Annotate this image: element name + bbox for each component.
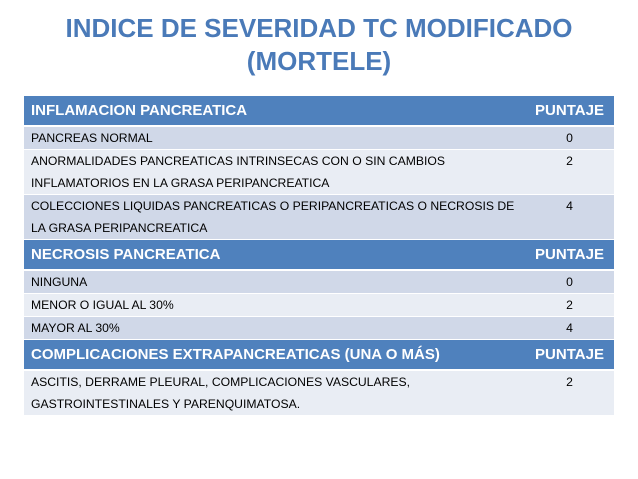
title-line-2: (MORTELE) [246,46,392,76]
table-row [24,270,614,294]
criterion-text: ASCITIS, DERRAME PLEURAL, COMPLICACIONES VASCULARES, GASTROINTESTINALES Y PARENQUIMATOSA. [24,370,525,416]
points-header: PUNTAJE [525,340,614,371]
criterion-text: ANORMALIDADES PANCREATICAS INTRINSECAS CON O SIN CAMBIOS INFLAMATORIOS EN LA GRASA PERIPANCREATICA [24,150,525,195]
table-row [24,195,614,240]
criterion-text: NINGUNA [24,270,525,294]
criterion-text: PANCREAS NORMAL [24,126,525,150]
points-value: 0 [525,126,614,150]
table-row [24,317,614,340]
table-row [24,126,614,150]
points-value: 0 [525,270,614,294]
section-title: INFLAMACION PANCREATICA [24,96,525,126]
title-line-1: INDICE DE SEVERIDAD TC MODIFICADO [65,13,573,43]
criterion-text: MAYOR AL 30% [24,317,525,340]
criterion-text: MENOR O IGUAL AL 30% [24,294,525,317]
criterion-text: COLECCIONES LIQUIDAS PANCREATICAS O PERIPANCREATICAS O NECROSIS DE LA GRASA PERIPANCREATICA [24,195,525,240]
points-value: 2 [525,150,614,195]
table-row [24,294,614,317]
points-header: PUNTAJE [525,240,614,271]
table-row [24,370,614,416]
points-header: PUNTAJE [525,96,614,126]
severity-index-table [24,96,614,416]
slide-title [0,12,638,78]
section-header-inflammation [24,96,614,126]
points-value: 2 [525,370,614,416]
section-header-necrosis [24,240,614,271]
section-title: COMPLICACIONES EXTRAPANCREATICAS (UNA O MÁS) [24,340,525,371]
points-value: 4 [525,317,614,340]
points-value: 4 [525,195,614,240]
points-value: 2 [525,294,614,317]
section-header-complications [24,340,614,371]
table-row [24,150,614,195]
section-title: NECROSIS PANCREATICA [24,240,525,271]
